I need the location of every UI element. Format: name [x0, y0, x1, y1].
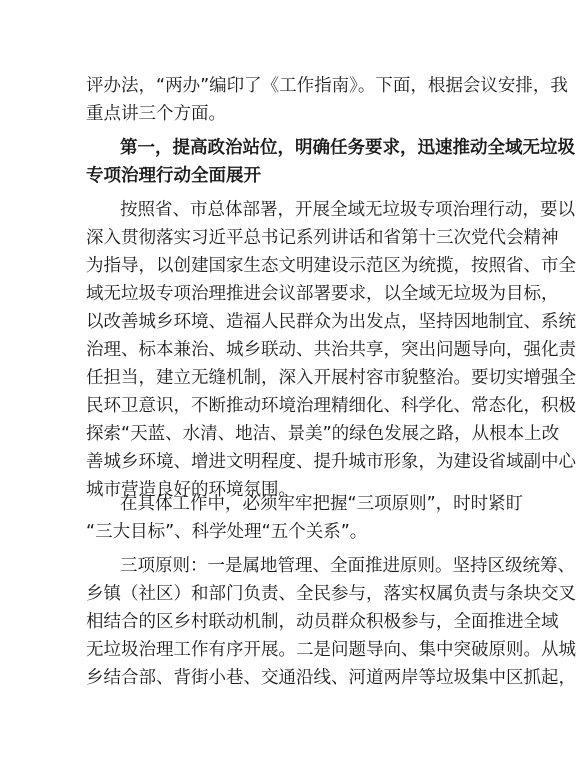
text-line: 相结合的区乡村联动机制，动员群众积极参与，全面推进全域 [86, 612, 559, 632]
paragraph-three-principles [86, 552, 576, 692]
text-line: 乡镇（社区）和部门负责、全民参与，落实权属负责与条块交叉 [86, 584, 576, 604]
text-line: 治理、标本兼治、城乡联动、共治共享，突出问题导向，强化责 [86, 340, 576, 360]
text-line: 以改善城乡环境、造福人民群众为出发点，坚持因地制宜、系统 [86, 312, 576, 332]
text-line: 任担当，建立无缝机制，深入开展村容市貌整治。要切实增强全 [86, 368, 576, 388]
heading-line: 专项治理行动全面展开 [86, 166, 261, 186]
text-line: 民环卫意识，不断推动环境治理精细化、科学化、常态化，积极 [86, 396, 576, 416]
text-line: 三项原则：一是属地管理、全面推进原则。坚持区级统筹、 [120, 556, 575, 576]
text-line: 重点讲三个方面。 [86, 104, 226, 124]
paragraph-intro-continuation [86, 72, 568, 128]
text-line: 按照省、市总体部署，开展全域无垃圾专项治理行动，要以 [120, 200, 575, 220]
text-line: 为指导，以创建国家生态文明建设示范区为统揽，按照省、市全 [86, 256, 576, 276]
text-line: 深入贯彻落实习近平总书记系列讲话和省第十三次党代会精神 [86, 228, 559, 248]
text-line: 城市营造良好的环境氛围。 [86, 480, 296, 500]
text-line: 在具体工作中，必须牢牢把握“三项原则”，时时紧盯 [120, 494, 524, 514]
section-heading-first [86, 134, 575, 190]
text-line: 乡结合部、背街小巷、交通沿线、河道两岸等垃圾集中区抓起， [86, 668, 576, 688]
paragraph-specific-work [86, 490, 524, 546]
text-line: 域无垃圾专项治理推进会议部署要求，以全域无垃圾为目标， [86, 284, 559, 304]
text-line: 善城乡环境、增进文明程度、提升城市形象，为建设省域副中心 [86, 452, 576, 472]
text-line: 无垃圾治理工作有序开展。二是问题导向、集中突破原则。从城 [86, 640, 576, 660]
heading-line: 第一，提高政治站位，明确任务要求，迅速推动全域无垃圾 [120, 138, 575, 158]
text-line: “三大目标”、科学处理“五个关系”。 [86, 522, 368, 542]
text-line: 评办法，“两办”编印了《工作指南》。下面，根据会议安排，我 [86, 76, 568, 96]
text-line: 探索“天蓝、水清、地洁、景美”的绿色发展之路，从根本上改 [86, 424, 560, 444]
